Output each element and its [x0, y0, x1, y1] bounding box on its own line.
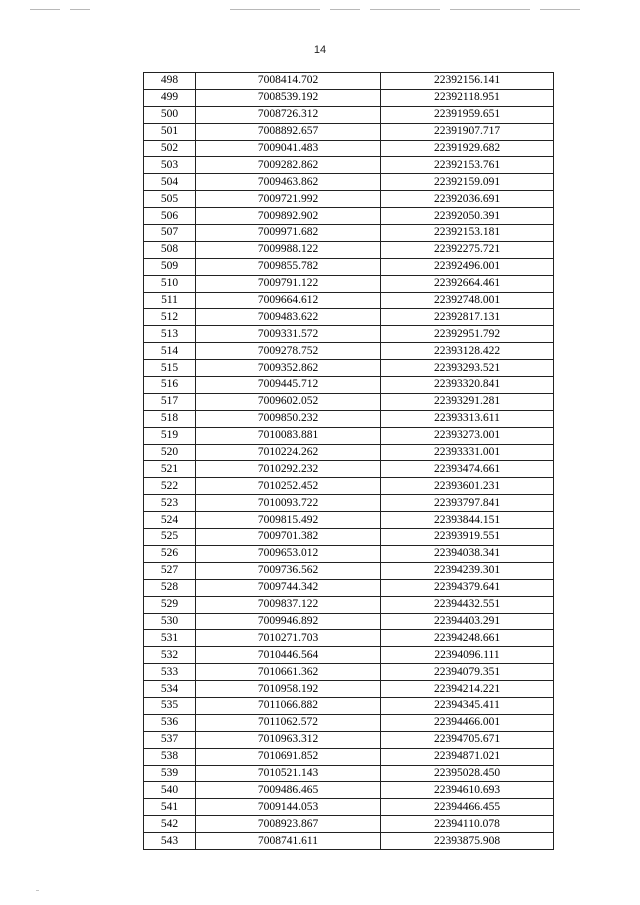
point-number-cell: 505 [144, 191, 196, 208]
y-coordinate-cell: 22391907.717 [381, 123, 554, 140]
table-row [144, 343, 554, 360]
x-coordinate-cell: 7009602.052 [196, 393, 381, 410]
table-row [144, 714, 554, 731]
point-number-cell: 526 [144, 545, 196, 562]
point-number-cell: 501 [144, 123, 196, 140]
y-coordinate-cell: 22392118.951 [381, 89, 554, 106]
point-number-cell: 520 [144, 444, 196, 461]
table-row [144, 833, 554, 850]
table-row [144, 393, 554, 410]
x-coordinate-cell: 7010661.362 [196, 664, 381, 681]
table-row [144, 478, 554, 495]
x-coordinate-cell: 7008726.312 [196, 106, 381, 123]
x-coordinate-cell: 7008892.657 [196, 123, 381, 140]
y-coordinate-cell: 22394096.111 [381, 647, 554, 664]
point-number-cell: 502 [144, 140, 196, 157]
table-row [144, 225, 554, 242]
point-number-cell: 514 [144, 343, 196, 360]
x-coordinate-cell: 7009988.122 [196, 241, 381, 258]
x-coordinate-cell: 7011066.882 [196, 697, 381, 714]
table-row [144, 123, 554, 140]
point-number-cell: 503 [144, 157, 196, 174]
point-number-cell: 504 [144, 174, 196, 191]
table-row [144, 140, 554, 157]
x-coordinate-cell: 7009815.492 [196, 512, 381, 529]
point-number-cell: 515 [144, 360, 196, 377]
x-coordinate-cell: 7009144.053 [196, 799, 381, 816]
y-coordinate-cell: 22392159.091 [381, 174, 554, 191]
page-number: 14 [313, 44, 327, 56]
y-coordinate-cell: 22392156.141 [381, 73, 554, 90]
coordinates-table [143, 72, 554, 850]
y-coordinate-cell: 22394466.455 [381, 799, 554, 816]
table-row [144, 630, 554, 647]
y-coordinate-cell: 22391929.682 [381, 140, 554, 157]
y-coordinate-cell: 22392275.721 [381, 241, 554, 258]
y-coordinate-cell: 22394403.291 [381, 613, 554, 630]
x-coordinate-cell: 7010271.703 [196, 630, 381, 647]
y-coordinate-cell: 22392664.461 [381, 275, 554, 292]
point-number-cell: 508 [144, 241, 196, 258]
point-number-cell: 533 [144, 664, 196, 681]
x-coordinate-cell: 7009892.902 [196, 208, 381, 225]
x-coordinate-cell: 7010958.192 [196, 681, 381, 698]
x-coordinate-cell: 7009946.892 [196, 613, 381, 630]
table-row [144, 647, 554, 664]
table-row [144, 596, 554, 613]
x-coordinate-cell: 7010691.852 [196, 748, 381, 765]
table-row [144, 89, 554, 106]
scan-speck [36, 890, 39, 891]
x-coordinate-cell: 7010224.262 [196, 444, 381, 461]
x-coordinate-cell: 7010083.881 [196, 427, 381, 444]
y-coordinate-cell: 22392036.691 [381, 191, 554, 208]
y-coordinate-cell: 22392496.001 [381, 258, 554, 275]
x-coordinate-cell: 7010093.722 [196, 495, 381, 512]
point-number-cell: 531 [144, 630, 196, 647]
table-row [144, 529, 554, 546]
x-coordinate-cell: 7009445.712 [196, 377, 381, 394]
x-coordinate-cell: 7008539.192 [196, 89, 381, 106]
point-number-cell: 519 [144, 427, 196, 444]
y-coordinate-cell: 22392153.761 [381, 157, 554, 174]
y-coordinate-cell: 22394871.021 [381, 748, 554, 765]
point-number-cell: 536 [144, 714, 196, 731]
table-row [144, 106, 554, 123]
point-number-cell: 542 [144, 816, 196, 833]
y-coordinate-cell: 22393293.521 [381, 360, 554, 377]
y-coordinate-cell: 22395028.450 [381, 765, 554, 782]
y-coordinate-cell: 22392153.181 [381, 225, 554, 242]
point-number-cell: 521 [144, 461, 196, 478]
point-number-cell: 541 [144, 799, 196, 816]
x-coordinate-cell: 7008414.702 [196, 73, 381, 90]
x-coordinate-cell: 7009653.012 [196, 545, 381, 562]
point-number-cell: 529 [144, 596, 196, 613]
point-number-cell: 538 [144, 748, 196, 765]
point-number-cell: 537 [144, 731, 196, 748]
point-number-cell: 539 [144, 765, 196, 782]
point-number-cell: 535 [144, 697, 196, 714]
x-coordinate-cell: 7009736.562 [196, 562, 381, 579]
table-row [144, 326, 554, 343]
table-row [144, 562, 554, 579]
x-coordinate-cell: 7010292.232 [196, 461, 381, 478]
y-coordinate-cell: 22393313.611 [381, 410, 554, 427]
table-row [144, 292, 554, 309]
x-coordinate-cell: 7009463.862 [196, 174, 381, 191]
x-coordinate-cell: 7010963.312 [196, 731, 381, 748]
x-coordinate-cell: 7009331.572 [196, 326, 381, 343]
table-row [144, 545, 554, 562]
table-row [144, 241, 554, 258]
x-coordinate-cell: 7010446.564 [196, 647, 381, 664]
table-row [144, 427, 554, 444]
point-number-cell: 512 [144, 309, 196, 326]
y-coordinate-cell: 22392951.792 [381, 326, 554, 343]
table-row [144, 495, 554, 512]
table-row [144, 258, 554, 275]
point-number-cell: 509 [144, 258, 196, 275]
table-row [144, 191, 554, 208]
point-number-cell: 498 [144, 73, 196, 90]
table-row [144, 799, 554, 816]
x-coordinate-cell: 7009486.465 [196, 782, 381, 799]
table-row [144, 360, 554, 377]
point-number-cell: 500 [144, 106, 196, 123]
table-row [144, 782, 554, 799]
point-number-cell: 534 [144, 681, 196, 698]
y-coordinate-cell: 22394110.078 [381, 816, 554, 833]
point-number-cell: 506 [144, 208, 196, 225]
table-row [144, 681, 554, 698]
table-row [144, 748, 554, 765]
table-row [144, 579, 554, 596]
x-coordinate-cell: 7009282.862 [196, 157, 381, 174]
x-coordinate-cell: 7009701.382 [196, 529, 381, 546]
table-row [144, 765, 554, 782]
point-number-cell: 518 [144, 410, 196, 427]
y-coordinate-cell: 22394705.671 [381, 731, 554, 748]
table-row [144, 174, 554, 191]
y-coordinate-cell: 22392748.001 [381, 292, 554, 309]
point-number-cell: 513 [144, 326, 196, 343]
point-number-cell: 511 [144, 292, 196, 309]
table-row [144, 664, 554, 681]
y-coordinate-cell: 22393474.661 [381, 461, 554, 478]
y-coordinate-cell: 22393875.908 [381, 833, 554, 850]
table-row [144, 461, 554, 478]
y-coordinate-cell: 22394379.641 [381, 579, 554, 596]
point-number-cell: 527 [144, 562, 196, 579]
y-coordinate-cell: 22393919.551 [381, 529, 554, 546]
x-coordinate-cell: 7009971.682 [196, 225, 381, 242]
point-number-cell: 516 [144, 377, 196, 394]
table-row [144, 697, 554, 714]
point-number-cell: 543 [144, 833, 196, 850]
table-row [144, 613, 554, 630]
x-coordinate-cell: 7009041.483 [196, 140, 381, 157]
y-coordinate-cell: 22393320.841 [381, 377, 554, 394]
x-coordinate-cell: 7009855.782 [196, 258, 381, 275]
x-coordinate-cell: 7008923.867 [196, 816, 381, 833]
x-coordinate-cell: 7009664.612 [196, 292, 381, 309]
y-coordinate-cell: 22394466.001 [381, 714, 554, 731]
y-coordinate-cell: 22394079.351 [381, 664, 554, 681]
point-number-cell: 510 [144, 275, 196, 292]
x-coordinate-cell: 7009791.122 [196, 275, 381, 292]
y-coordinate-cell: 22394214.221 [381, 681, 554, 698]
x-coordinate-cell: 7009837.122 [196, 596, 381, 613]
point-number-cell: 507 [144, 225, 196, 242]
x-coordinate-cell: 7009744.342 [196, 579, 381, 596]
y-coordinate-cell: 22393291.281 [381, 393, 554, 410]
point-number-cell: 528 [144, 579, 196, 596]
point-number-cell: 540 [144, 782, 196, 799]
x-coordinate-cell: 7009278.752 [196, 343, 381, 360]
y-coordinate-cell: 22393128.422 [381, 343, 554, 360]
x-coordinate-cell: 7010521.143 [196, 765, 381, 782]
y-coordinate-cell: 22391959.651 [381, 106, 554, 123]
point-number-cell: 530 [144, 613, 196, 630]
y-coordinate-cell: 22394248.661 [381, 630, 554, 647]
y-coordinate-cell: 22394610.693 [381, 782, 554, 799]
y-coordinate-cell: 22394239.301 [381, 562, 554, 579]
table-row [144, 512, 554, 529]
y-coordinate-cell: 22394038.341 [381, 545, 554, 562]
y-coordinate-cell: 22394432.551 [381, 596, 554, 613]
y-coordinate-cell: 22394345.411 [381, 697, 554, 714]
y-coordinate-cell: 22392050.391 [381, 208, 554, 225]
table-row [144, 444, 554, 461]
y-coordinate-cell: 22393844.151 [381, 512, 554, 529]
table-row [144, 157, 554, 174]
table-row [144, 309, 554, 326]
x-coordinate-cell: 7009850.232 [196, 410, 381, 427]
x-coordinate-cell: 7009483.622 [196, 309, 381, 326]
x-coordinate-cell: 7008741.611 [196, 833, 381, 850]
scan-artifacts [30, 9, 605, 13]
table-row [144, 377, 554, 394]
point-number-cell: 522 [144, 478, 196, 495]
point-number-cell: 517 [144, 393, 196, 410]
table-row [144, 816, 554, 833]
coordinates-table-body [144, 73, 554, 850]
table-row [144, 208, 554, 225]
y-coordinate-cell: 22393273.001 [381, 427, 554, 444]
x-coordinate-cell: 7011062.572 [196, 714, 381, 731]
point-number-cell: 499 [144, 89, 196, 106]
y-coordinate-cell: 22393331.001 [381, 444, 554, 461]
x-coordinate-cell: 7010252.452 [196, 478, 381, 495]
point-number-cell: 525 [144, 529, 196, 546]
point-number-cell: 532 [144, 647, 196, 664]
table-row [144, 731, 554, 748]
y-coordinate-cell: 22392817.131 [381, 309, 554, 326]
x-coordinate-cell: 7009721.992 [196, 191, 381, 208]
point-number-cell: 524 [144, 512, 196, 529]
point-number-cell: 523 [144, 495, 196, 512]
x-coordinate-cell: 7009352.862 [196, 360, 381, 377]
y-coordinate-cell: 22393797.841 [381, 495, 554, 512]
table-row [144, 275, 554, 292]
y-coordinate-cell: 22393601.231 [381, 478, 554, 495]
table-row [144, 73, 554, 90]
table-row [144, 410, 554, 427]
